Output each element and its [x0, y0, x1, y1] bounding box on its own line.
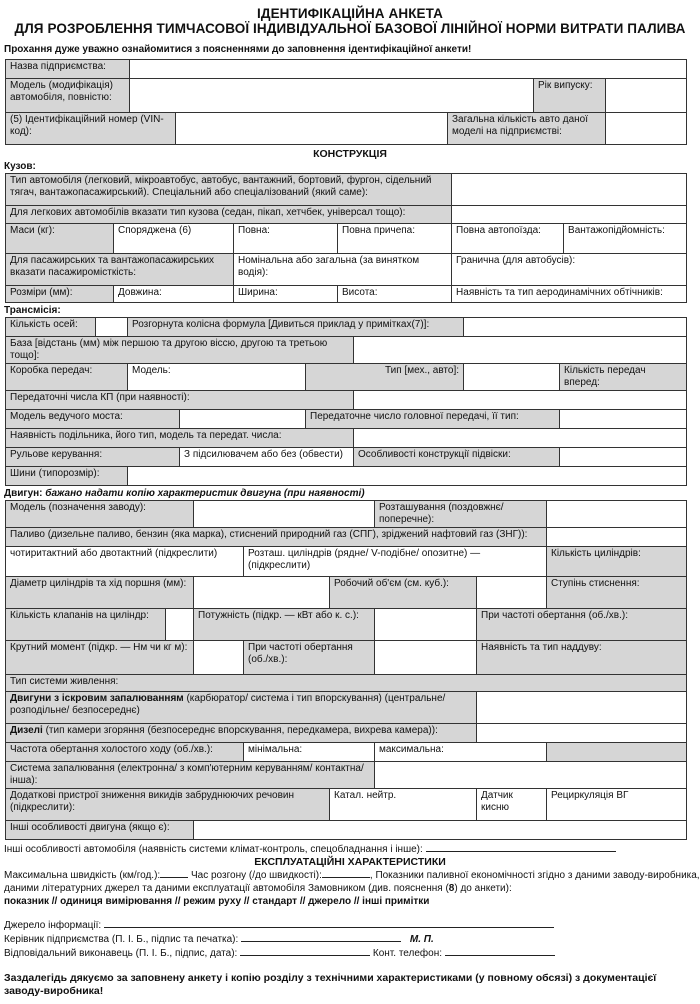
turbo-label: Наявність та тип наддуву: [477, 640, 687, 674]
final-ratio-label: Передаточне число головної передачі, її тип: [306, 409, 560, 428]
cylinder-count-label: Кількість циліндрів: [547, 546, 687, 576]
ratios-field[interactable] [354, 390, 687, 409]
displacement-label: Робочий об'єм (см. куб.): [330, 576, 477, 608]
power-steering-field[interactable]: З підсилювачем або без (обвести) [180, 447, 354, 466]
idle-label: Частота обертання холостого ходу (об./хв.): [6, 742, 244, 761]
emission-label: Додаткові пристрої зниження викидів забруднюючих речовин (підкреслити): [6, 788, 330, 820]
bore-field[interactable] [194, 576, 330, 608]
axle-model-label: Модель ведучого моста: [6, 409, 180, 428]
stamp-mark: М. П. [409, 934, 434, 946]
form-subtitle: ДЛЯ РОЗРОБЛЕННЯ ТИМЧАСОВОЇ ІНДИВІДУАЛЬНОЇ БАЗОВОЇ ЛІНІЙНОЇ НОРМИ ВИТРАТИ ПАЛИВА [14, 21, 686, 36]
total-field[interactable] [606, 113, 687, 145]
idle-min-field[interactable]: мінімальна: [244, 742, 375, 761]
engine-heading [0, 488, 700, 500]
accel-field[interactable] [322, 868, 370, 878]
other-engine-field[interactable] [194, 820, 687, 839]
engine-table [5, 500, 687, 840]
limit-capacity-field[interactable]: Гранична (для автобусів): [452, 253, 687, 285]
responsible-field[interactable] [240, 946, 370, 956]
wheel-formula-label: Розгорнута колісна формула [Дивиться приклад у примітках(7)]: [128, 317, 464, 336]
curb-mass-field[interactable]: Споряджена (6) [114, 223, 234, 253]
engine-model-label: Модель (позначення заводу): [6, 500, 194, 527]
year-field[interactable] [606, 79, 687, 113]
year-label: Рік випуску: [534, 79, 606, 113]
director-label: Керівник підприємства (П. І. Б., підпис та печатка): [4, 934, 239, 946]
wheelbase-label: База [відстань (мм) між першою та другою віссю, другою та третьою тощо]: [6, 336, 354, 363]
steering-label: Рульове керування: [6, 447, 180, 466]
supply-label: Тип системи живлення: [6, 674, 687, 691]
vehicle-other-field[interactable] [426, 842, 616, 852]
power-rpm-label: При частоті обертання (об./хв.): [477, 608, 687, 640]
body-heading: Кузов: [4, 160, 36, 172]
ignition-field[interactable] [375, 761, 687, 788]
source-line [0, 918, 700, 932]
model-field[interactable] [130, 79, 534, 113]
pax-capacity-label: Для пасажирських та вантажопасажирських вказати пасажиромісткість: [6, 253, 234, 285]
source-field[interactable] [104, 918, 554, 928]
spark-ignition-desc: (карбюратор/ система і тип впорскування) (центральне/ розподільне/ безпосереднє) [10, 692, 446, 716]
trailer-mass-field[interactable]: Повна причепа: [338, 223, 452, 253]
director-field[interactable] [241, 932, 401, 942]
body-table [5, 173, 687, 303]
fuel-label: Паливо (дизельне паливо, бензин (яка марка), стиснений природний газ (СПГ), зріджений нафтовий газ (ЗНГ)): [6, 527, 547, 546]
spark-ignition-title: Двигуни з іскровим запалюванням [10, 692, 184, 704]
valves-label: Кількість клапанів на циліндр: [6, 608, 166, 640]
diesel-label [6, 723, 477, 742]
full-mass-field[interactable]: Повна: [234, 223, 338, 253]
torque-rpm-field[interactable] [375, 640, 477, 674]
payload-field[interactable]: Вантажопідйомність: [564, 223, 687, 253]
suspension-label: Особливості конструкції підвіски: [354, 447, 560, 466]
vehicle-type-field[interactable] [452, 173, 687, 205]
economy-pre: Показники паливної економічності згідно з даними заводу-виробника, даними літературних джерел та даними експлуатації автомобіля Замовником (див. пояснення ( [4, 870, 700, 895]
diesel-desc: (тип камери згоряння (безпосереднє впорскування, передкамера, вихрева камера)): [45, 724, 438, 736]
instruction-note: Прохання дуже уважно ознайомитися з поясненнями до заповнення ідентифікаційної анкети! [4, 44, 472, 55]
model-label: Модель (модифікація) автомобіля, повністю: [6, 79, 130, 113]
idle-extra [547, 742, 687, 761]
car-body-label: Для легкових автомобілів вказати тип кузова (седан, пікап, хетчбек, універсал тощо): [6, 205, 452, 223]
placement-label: Розташування (поздовжнє/поперечне): [375, 500, 547, 527]
engine-model-field[interactable] [194, 500, 375, 527]
vin-label: (5) Ідентифікаційний номер (VIN-код): [6, 113, 176, 145]
valves-field[interactable] [166, 608, 194, 640]
stroke-field[interactable]: чотиритактний або двотактний (підкреслити) [6, 546, 244, 576]
aero-field[interactable]: Наявність та тип аеродинамічних обтічників: [452, 285, 687, 302]
power-label: Потужність (підкр. — кВт або к. с.): [194, 608, 375, 640]
phone-field[interactable] [445, 946, 555, 956]
other-engine-label: Інші особливості двигуна (якщо є): [6, 820, 194, 839]
economy-num: 8 [448, 883, 455, 895]
height-field[interactable]: Висота: [338, 285, 452, 302]
axle-model-field[interactable] [180, 409, 306, 428]
ops-heading: ЕКСПЛУАТАЦІЙНІ ХАРАКТЕРИСТИКИ [254, 855, 446, 868]
performance-block: Максимальна швидкість (км/год.): Час розгону (/до швидкості): , Показники паливної економічності згідно з даними заводу-виробника, даними літературних джерел та даними експлуатації автомобіля Замовником (див. пояснення (8) до анкети): [4, 870, 700, 895]
total-label: Загальна кількість авто даної моделі на підприємстві: [448, 113, 606, 145]
power-field[interactable] [375, 608, 477, 640]
general-table [5, 59, 687, 145]
thanks-note: Заздалегідь дякуємо за заповнену анкету і копію розділу з технічними характеристиками (у повному обсязі) з документацієї заводу-виробника! [4, 972, 657, 998]
axles-label: Кількість осей: [6, 317, 96, 336]
responsible-line [0, 946, 700, 960]
responsible-label: Відповідальний виконавець (П. І. Б., підпис, дата): [4, 948, 238, 960]
tires-field[interactable] [128, 466, 687, 485]
bore-label: Діаметр циліндрів та хід поршня (мм): [6, 576, 194, 608]
gearbox-model-field[interactable]: Модель: [128, 363, 306, 390]
source-label: Джерело інформації: [4, 920, 102, 932]
ratios-label: Передаточні числа КП (при наявності): [6, 390, 354, 409]
transmission-table [5, 317, 687, 486]
vmax-label: Максимальна швидкість (км/год.): [4, 870, 161, 882]
splitter-field[interactable] [354, 428, 687, 447]
spark-ignition-label [6, 691, 477, 723]
gearbox-label: Коробка передач: [6, 363, 128, 390]
construction-heading: КОНСТРУКЦІЯ [313, 148, 387, 160]
economy-keys: показник // одиниця вимірювання // режим руху // стандарт // джерело // інші примітки [4, 896, 430, 908]
suspension-field[interactable] [560, 447, 687, 466]
form-title: ІДЕНТИФІКАЦІЙНА АНКЕТА [257, 6, 443, 21]
director-line [0, 932, 700, 946]
gears-label: Кількість передач вперед: [560, 363, 687, 390]
wheel-formula-field[interactable] [464, 317, 687, 336]
diesel-title: Дизелі [10, 724, 43, 736]
catalyst-option[interactable]: Катал. нейтр. [330, 788, 477, 820]
placement-field[interactable] [547, 500, 687, 527]
torque-rpm-label: При частоті обертання (об./хв.): [244, 640, 375, 674]
idle-max-field[interactable]: максимальна: [375, 742, 547, 761]
splitter-label: Наявність подільника, його тип, модель та передат. числа: [6, 428, 354, 447]
spark-ignition-field[interactable] [477, 691, 687, 723]
axles-field[interactable] [96, 317, 128, 336]
vehicle-other-label: Інші особливості автомобіля (наявність системи клімат-контроль, спецобладнання і інше): [4, 843, 423, 855]
width-field[interactable]: Ширина: [234, 285, 338, 302]
train-mass-field[interactable]: Повна автопоїзда: [452, 223, 564, 253]
company-field[interactable] [130, 60, 687, 79]
final-ratio-field[interactable] [560, 409, 687, 428]
compression-label: Ступінь стиснення: [547, 576, 687, 608]
diesel-field[interactable] [477, 723, 687, 742]
vin-field[interactable] [176, 113, 448, 145]
torque-field[interactable] [194, 640, 244, 674]
length-field[interactable]: Довжина: [114, 285, 234, 302]
vehicle-type-label: Тип автомобіля (легковий, мікроавтобус, автобус, вантажний, бортовий, фургон, сідельний тягач, вантажопасажирський). Спеціальний або спеціалізований (який саме): [6, 173, 452, 205]
engine-heading-label: Двигун: [4, 487, 43, 499]
gearbox-type-field[interactable] [464, 363, 560, 390]
egr-option[interactable]: Рециркуляція ВГ [547, 788, 687, 820]
tires-label: Шини (типорозмір): [6, 466, 128, 485]
economy-post: ) до анкети): [454, 883, 512, 895]
gearbox-type-label: Тип [мех., авто]: [306, 363, 464, 390]
o2-sensor-option[interactable]: Датчик кисню [477, 788, 547, 820]
vmax-field[interactable] [160, 868, 188, 878]
displacement-field[interactable] [477, 576, 547, 608]
nominal-capacity-field[interactable]: Номінальна або загальна (за винятком водія): [234, 253, 452, 285]
accel-label: Час розгону (/до швидкості): [190, 870, 322, 882]
engine-heading-note: бажано надати копію характеристик двигуна (при наявності) [45, 487, 365, 499]
transmission-heading: Трансмісія: [4, 304, 61, 316]
ignition-label: Система запалювання (електронна/ з комп'ютерним керуванням/ контактна/ інша): [6, 761, 375, 788]
dims-label: Розміри (мм): [6, 285, 114, 302]
wheelbase-field[interactable] [354, 336, 687, 363]
vehicle-other-line [0, 842, 700, 856]
torque-label: Крутний момент (підкр. — Нм чи кг м): [6, 640, 194, 674]
company-label: Назва підприємства: [6, 60, 130, 79]
mass-label: Маси (кг): [6, 223, 114, 253]
car-body-field[interactable] [452, 205, 687, 223]
cylinder-layout-field[interactable]: Розташ. циліндрів (рядне/ V-подібне/ опозитне) — (підкреслити) [244, 546, 547, 576]
phone-label: Конт. телефон: [372, 948, 442, 960]
fuel-field[interactable] [547, 527, 687, 546]
